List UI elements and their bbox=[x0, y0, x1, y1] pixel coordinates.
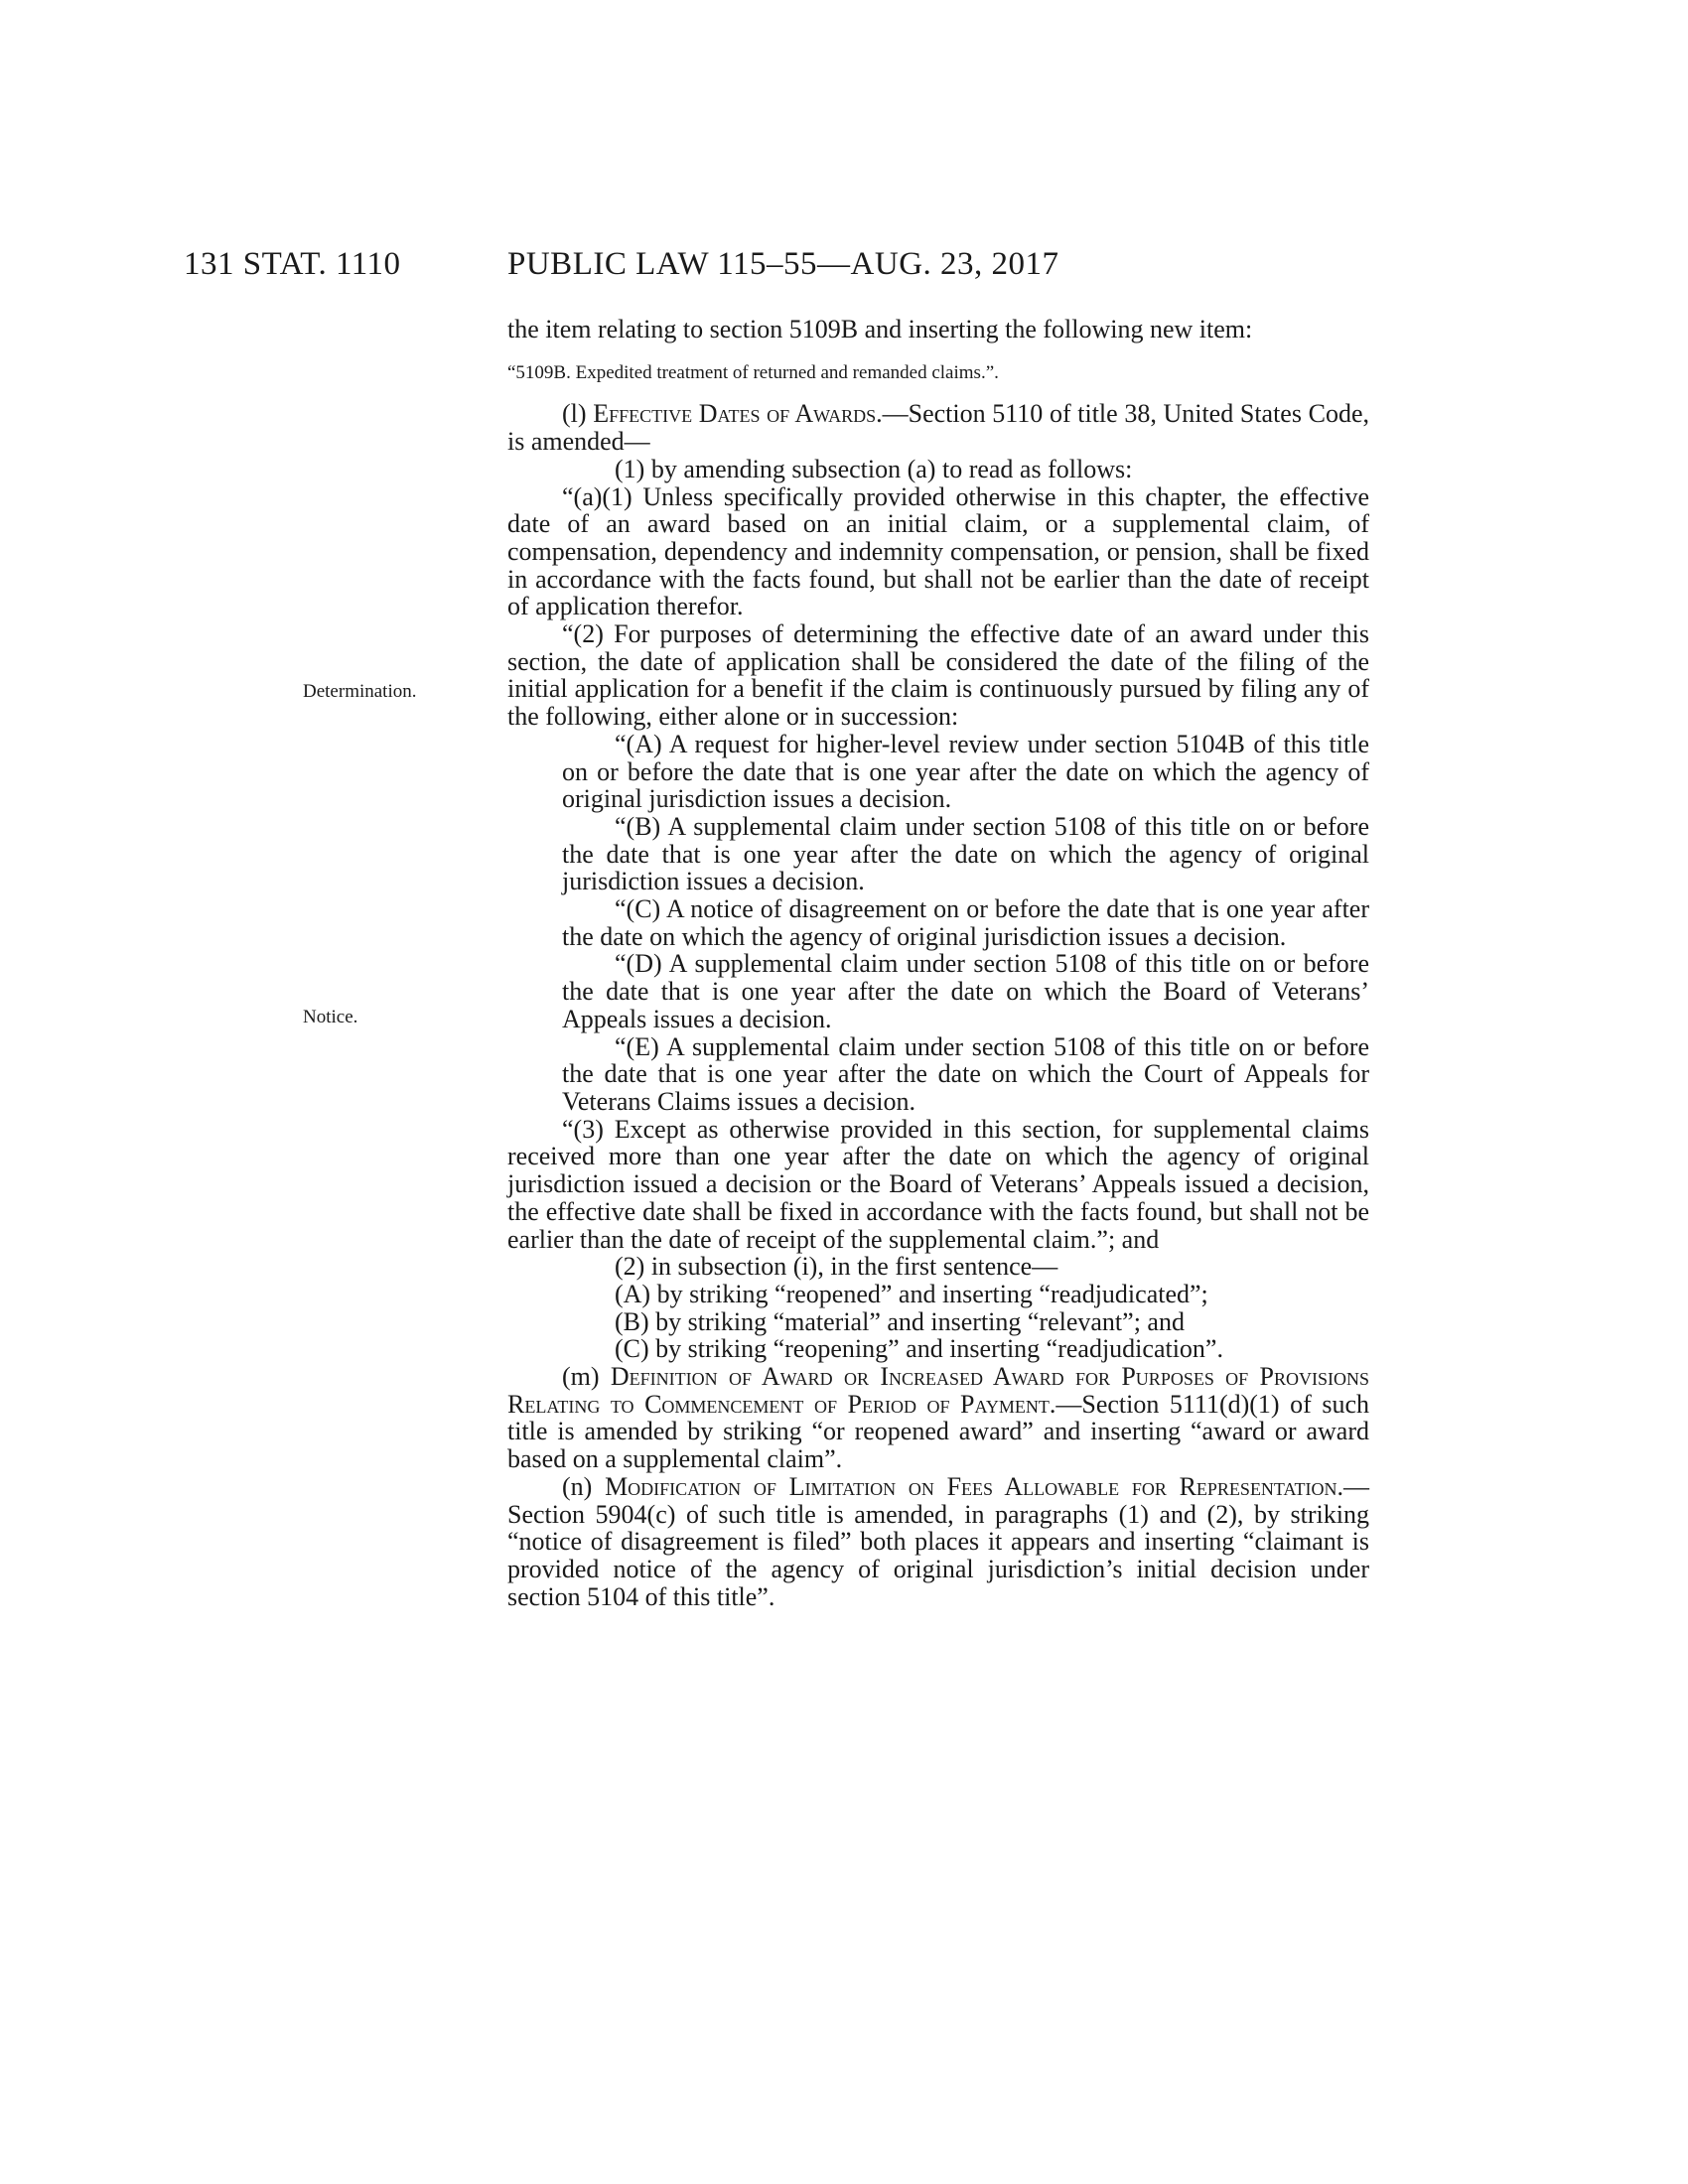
subsection-l-heading: Effective Dates of Awards bbox=[593, 399, 877, 429]
subsection-m-label: (m) bbox=[562, 1362, 611, 1392]
quoted-paragraph-a3: “(3) Except as otherwise provided in this section, for supplemental claims received more than one year after the date on which the agency of original jurisdiction issued a decision or the Board of Veterans’ Appeals issued a decision, the effective date shall be fixed in accordance with the facts found, but shall not be earlier than the date of receipt of the supplemental claim.”; and bbox=[507, 1114, 1369, 1254]
subsection-m bbox=[507, 1363, 1369, 1473]
subsection-n-label: (n) bbox=[562, 1471, 606, 1501]
paragraph-intro: the item relating to section 5109B and inserting the following new item: bbox=[507, 315, 1253, 343]
statute-page-number: 131 STAT. 1110 bbox=[184, 246, 401, 282]
paragraph-l-2: (2) in subsection (i), in the first sentence— bbox=[615, 1252, 1058, 1282]
margin-note-notice: Notice. bbox=[303, 1007, 358, 1027]
paragraph-l-1: (1) by amending subsection (a) to read as follows: bbox=[615, 454, 1133, 483]
subsection-m-text: .—Section 5111(d)(1) of such title is amended by striking “or reopened award” and inserting “award or award based on a supplemental claim”. bbox=[507, 1389, 1369, 1474]
quoted-subparagraph-A: “(A) A request for higher-level review under section 5104B of this title on or before the date that is one year after the date on which the agency of original jurisdiction issues a decision. bbox=[562, 729, 1369, 814]
subsection-l-label: (l) bbox=[562, 399, 594, 429]
subparagraph-l-2C: (C) by striking “reopening” and inserting “readjudication”. bbox=[615, 1334, 1223, 1364]
subsection-l-text: .—Section 5110 of title 38, United States Code, is amended— bbox=[507, 399, 1369, 457]
table-of-contents-item: “5109B. Expedited treatment of returned and remanded claims.”. bbox=[507, 361, 999, 383]
subsection-m-heading: Definition of Award or Increased Award for Purposes of Provisions Relating to Commencement of Period of Payment bbox=[507, 1362, 1369, 1419]
quoted-subparagraph-C: “(C) A notice of disagreement on or before the date that is one year after the date on which the agency of original jurisdiction issues a decision. bbox=[562, 894, 1369, 951]
body-text bbox=[507, 316, 1369, 1610]
subsection-n bbox=[507, 1473, 1369, 1611]
quoted-paragraph-a2: “(2) For purposes of determining the effective date of an award under this section, the date of application shall be considered the date of the filing of the initial application for a benefit if the claim is continuously pursued by filing any of the following, either alone or in succession: bbox=[507, 619, 1369, 732]
quoted-subparagraph-E: “(E) A supplemental claim under section 5108 of this title on or before the date that is one year after the date on which the Court of Appeals for Veterans Claims issues a decision. bbox=[562, 1031, 1369, 1116]
quoted-subparagraph-B: “(B) A supplemental claim under section 5108 of this title on or before the date that is one year after the date on which the agency of original jurisdiction issues a decision. bbox=[562, 811, 1369, 896]
subparagraph-l-2B: (B) by striking “material” and inserting “relevant”; and bbox=[615, 1306, 1185, 1336]
running-head: PUBLIC LAW 115–55—AUG. 23, 2017 bbox=[507, 246, 1059, 282]
subsection-l bbox=[507, 400, 1369, 455]
subsection-n-text: .—Section 5904(c) of such title is amended, in paragraphs (1) and (2), by striking “notice of disagreement is filed” both places it appears and inserting “claimant is provided notice of the agency of original jurisdiction’s initial decision under section 5104 of this title”. bbox=[507, 1471, 1369, 1611]
subparagraph-l-2A: (A) by striking “reopened” and inserting “readjudicated”; bbox=[615, 1279, 1208, 1308]
quoted-subparagraph-D: “(D) A supplemental claim under section 5108 of this title on or before the date that is one year after the date on which the Board of Veterans’ Appeals issues a decision. bbox=[562, 949, 1369, 1033]
subsection-n-heading: Modification of Limitation on Fees Allowable for Representation bbox=[605, 1471, 1337, 1501]
margin-note-determination: Determination. bbox=[303, 681, 417, 702]
quoted-paragraph-a1: “(a)(1) Unless specifically provided otherwise in this chapter, the effective date of an award based on an initial claim, or a supplemental claim, of compensation, dependency and indemnity compensation, or pension, shall be fixed in accordance with the facts found, but shall not be earlier than the date of receipt of application therefor. bbox=[507, 481, 1369, 621]
